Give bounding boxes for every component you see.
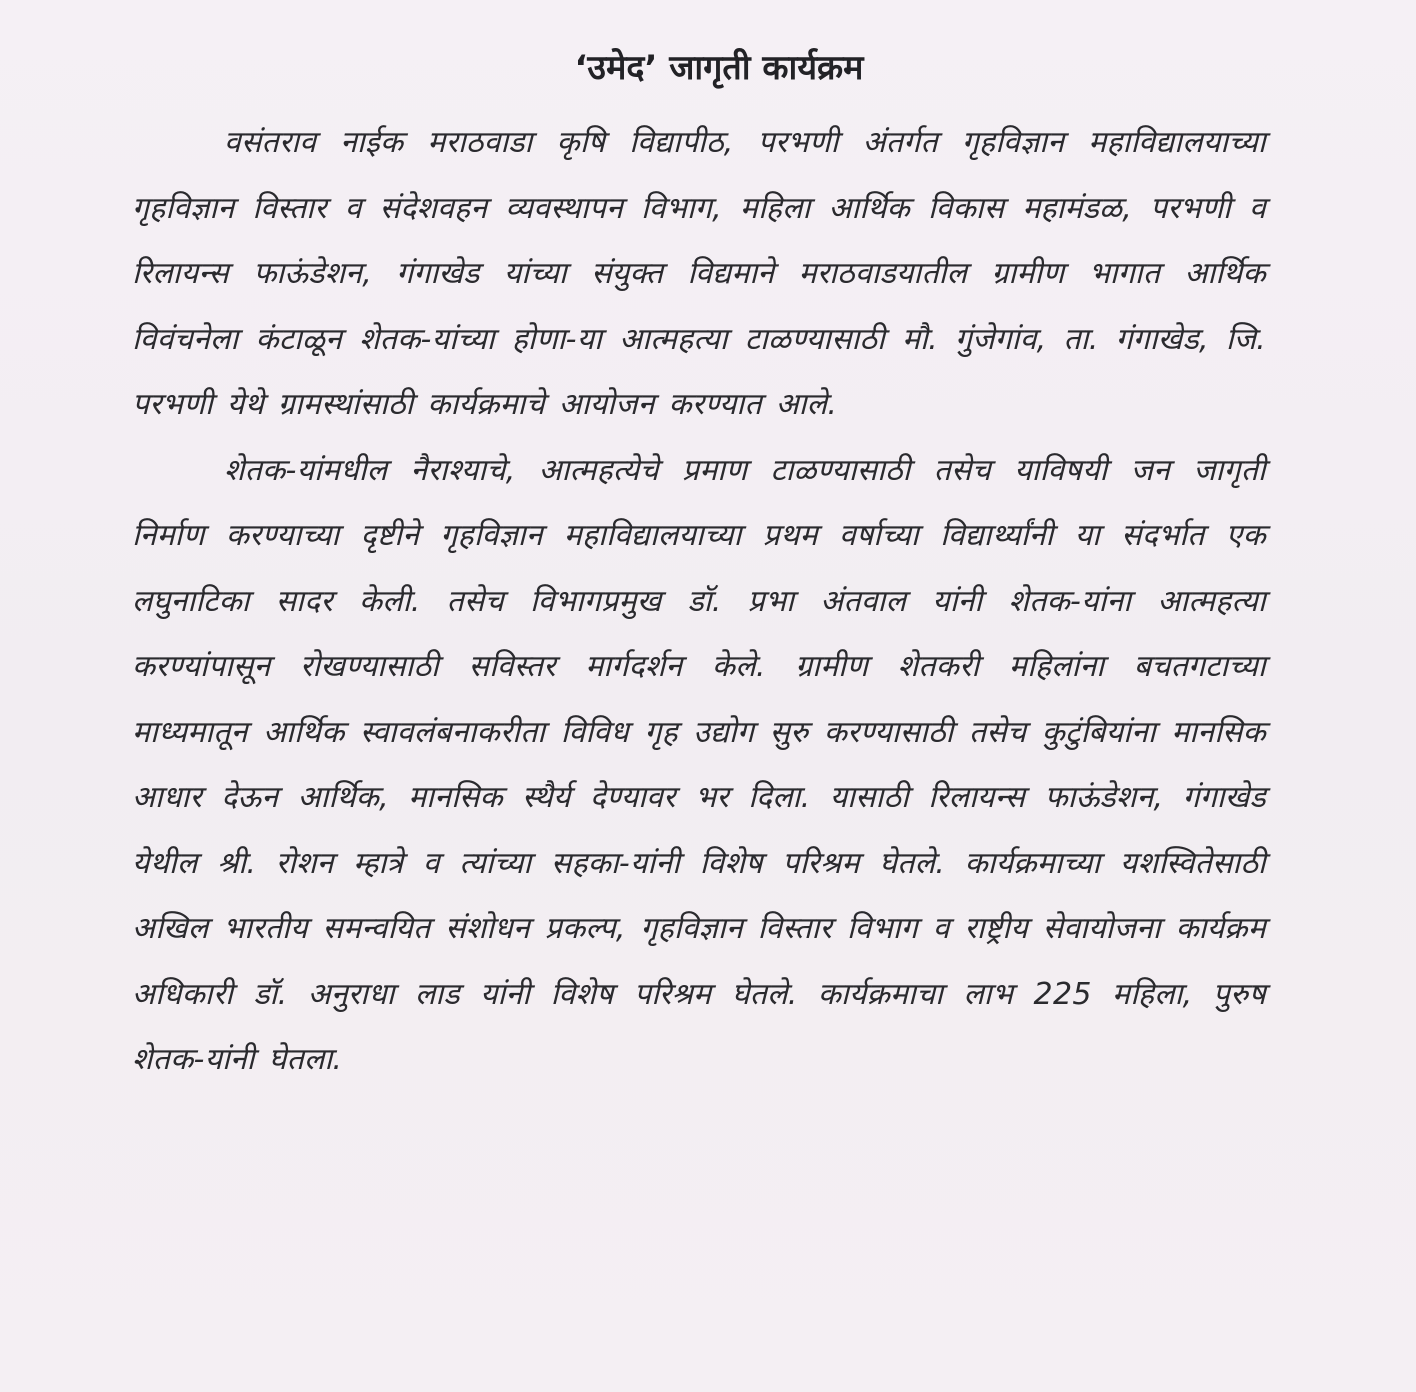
paragraph-2: शेतक-यांमधील नैराश्याचे, आत्महत्येचे प्रमाण टाळण्यासाठी तसेच याविषयी जन जागृती निर्माण करण्याच्या दृष्टीने गृहविज्ञान महाविद्यालयाच्या प्रथम वर्षाच्या विद्यार्थ्यांनी या संदर्भात एक लघुनाटिका सादर केली. तसेच विभागप्रमुख डॉ. प्रभा अंतवाल यांनी शेतक-यांना आत्महत्या करण्यांपासून रोखण्यासाठी सविस्तर मार्गदर्शन केले. ग्रामीण शेतकरी महिलांना बचतगटाच्या माध्यमातून आर्थिक स्वावलंबनाकरीता विविध गृह उद्योग सुरु करण्यासाठी तसेच कुटुंबियांना मानसिक आधार देऊन आर्थिक, मानसिक स्थैर्य देण्यावर भर दिला. यासाठी रिलायन्स फाऊंडेशन, गंगाखेड येथील श्री. रोशन म्हात्रे व त्यांच्या सहका-यांनी विशेष परिश्रम घेतले. कार्यक्रमाच्या यशस्वितेसाठी अखिल भारतीय समन्वयित संशोधन प्रकल्प, गृहविज्ञान विस्तार विभाग व राष्ट्रीय सेवायोजना कार्यक्रम अधिकारी डॉ. अनुराधा लाड यांनी विशेष परिश्रम घेतले. कार्यक्रमाचा लाभ 225 महिला, पुरुष शेतक-यांनी घेतला. xyxy=(132,452,1266,1077)
paragraph-1: वसंतराव नाईक मराठवाडा कृषि विद्यापीठ, परभणी अंतर्गत गृहविज्ञान महाविद्यालयाच्या गृहविज्ञान विस्तार व संदेशवहन व्यवस्थापन विभाग, महिला आर्थिक विकास महामंडळ, परभणी व रिलायन्स फाऊंडेशन, गंगाखेड यांच्या संयुक्त विद्यमाने मराठवाडयातील ग्रामीण भागात आर्थिक विवंचनेला कंटाळून शेतक-यांच्या होणा-या आत्महत्या टाळण्यासाठी मौ. गुंजेगांव, ता. गंगाखेड, जि. परभणी येथे ग्रामस्थांसाठी कार्यक्रमाचे आयोजन करण्यात आले. xyxy=(132,125,1266,422)
document-title: ‘उमेद’ जागृती कार्यक्रम xyxy=(574,48,864,88)
